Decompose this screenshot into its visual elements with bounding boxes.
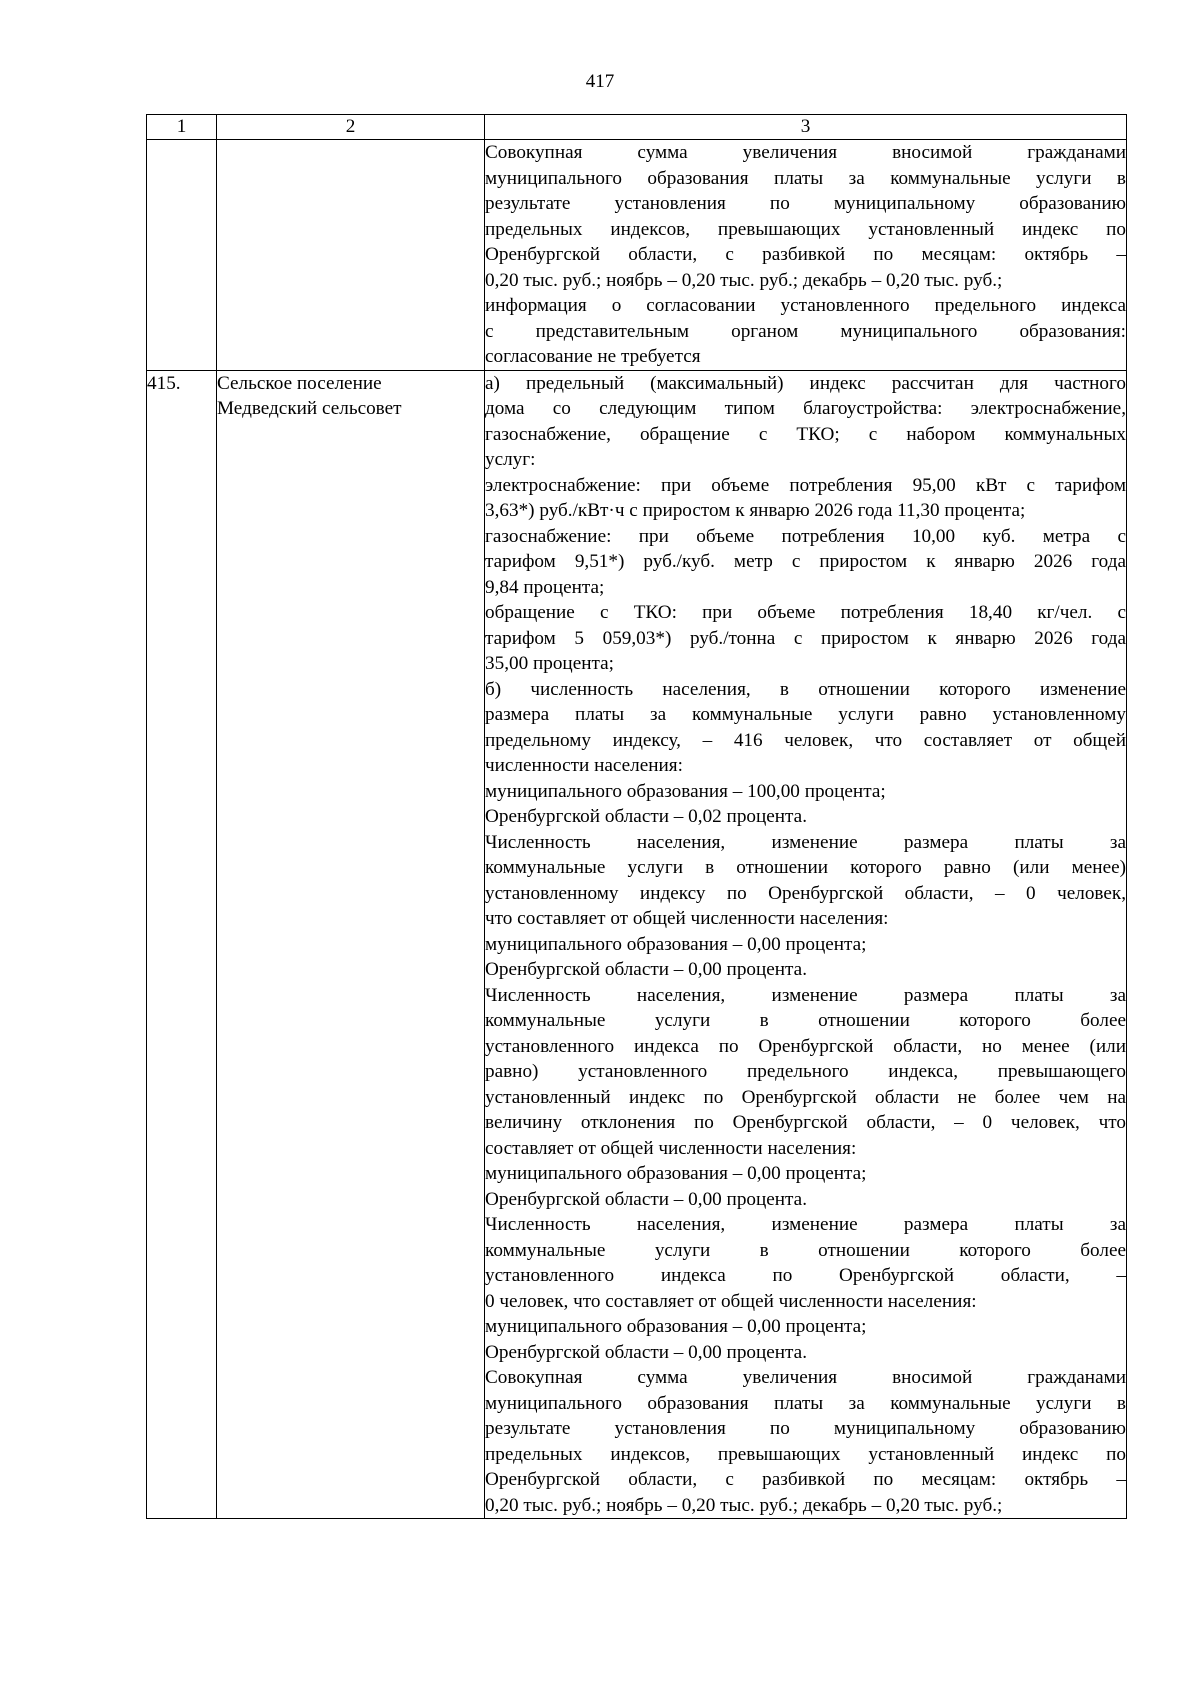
table-header-row (147, 115, 1127, 140)
text-line: коммунальные услуги в отношении которого более (485, 1239, 1126, 1261)
text-line: Численность населения, изменение размера платы за (485, 984, 1126, 1006)
text-line: Численность населения, изменение размера платы за (485, 831, 1126, 853)
text-line: установленному индексу по Оренбургской области, – 0 человек, (485, 882, 1126, 904)
text-line: услуг: (485, 449, 536, 470)
text-line: информация о согласовании установленного предельного индекса (485, 295, 1126, 316)
text-line: Оренбургской области – 0,00 процента. (485, 1341, 807, 1363)
text-line: 9,84 процента; (485, 576, 605, 598)
text-line: а) предельный (максимальный) индекс рассчитан для частного (485, 372, 1126, 394)
text-line: установленного индекса по Оренбургской области, но менее (или (485, 1035, 1126, 1057)
text-line: Совокупная сумма увеличения вносимой гражданами (485, 142, 1126, 163)
text-line: коммунальные услуги в отношении которого более (485, 1010, 1126, 1031)
text-line: 3,63*) руб./кВт·ч с приростом к январю 2026 года 11,30 процента; (485, 500, 1026, 521)
text-line: дома со следующим типом благоустройства: электроснабжение, (485, 398, 1126, 419)
text-line: муниципального образования – 100,00 процента; (485, 780, 886, 802)
text-line: коммунальные услуги в отношении которого равно (или менее) (485, 857, 1126, 878)
text-line: муниципального образования платы за коммунальные услуги в (485, 1392, 1126, 1414)
text-line: предельных индексов, превышающих установленный индекс по (485, 1443, 1126, 1465)
text-line: величину отклонения по Оренбургской области, – 0 человек, что (485, 1112, 1126, 1133)
text-line: 0,20 тыс. руб.; ноябрь – 0,20 тыс. руб.; декабрь – 0,20 тыс. руб.; (485, 269, 1003, 291)
content-cell-415 (485, 370, 1127, 1519)
municipality-name-line: Сельское поселение (217, 372, 382, 394)
text-line: муниципального образования – 0,00 процента; (485, 1316, 867, 1337)
text-line: что составляет от общей численности населения: (485, 908, 889, 929)
header-col-1: 1 (147, 115, 217, 140)
row-number-cell (147, 140, 217, 371)
row-number-cell: 415. (147, 370, 217, 1519)
table-row-415 (147, 370, 1127, 1519)
text-line: 0 человек, что составляет от общей численности населения: (485, 1290, 977, 1312)
content-lines (485, 140, 1126, 370)
content-cell-continuation (485, 140, 1127, 371)
text-line: газоснабжение, обращение с ТКО; с набором коммунальных (485, 423, 1126, 445)
text-line: газоснабжение: при объеме потребления 10,00 куб. метра с (485, 525, 1126, 547)
text-line: Совокупная сумма увеличения вносимой гражданами (485, 1367, 1126, 1388)
text-line: Оренбургской области – 0,02 процента. (485, 806, 807, 827)
page-number: 417 (585, 71, 615, 92)
text-line: предельных индексов, превышающих установленный индекс по (485, 218, 1126, 240)
text-line: муниципального образования – 0,00 процента; (485, 933, 867, 955)
text-line: Численность населения, изменение размера платы за (485, 1214, 1126, 1235)
header-col-2: 2 (217, 115, 485, 140)
text-line: тарифом 5 059,03*) руб./тонна с приростом к январю 2026 года (485, 627, 1126, 649)
text-line: тарифом 9,51*) руб./куб. метр с приростом к январю 2026 года (485, 551, 1126, 572)
text-line: б) численность населения, в отношении которого изменение (485, 678, 1126, 700)
text-line: равно) установленного предельного индекса, превышающего (485, 1061, 1126, 1082)
municipality-name-cell (217, 140, 485, 371)
text-line: Оренбургской области, с разбивкой по месяцам: октябрь – (485, 1469, 1126, 1490)
text-line: согласование не требуется (485, 346, 701, 367)
text-line: обращение с ТКО: при объеме потребления 18,40 кг/чел. с (485, 602, 1126, 623)
indices-table (146, 114, 1127, 1519)
municipality-name-cell (217, 370, 485, 1519)
text-line: 35,00 процента; (485, 653, 614, 674)
text-line: муниципального образования платы за коммунальные услуги в (485, 167, 1126, 189)
text-line: 0,20 тыс. руб.; ноябрь – 0,20 тыс. руб.; декабрь – 0,20 тыс. руб.; (485, 1494, 1003, 1516)
text-line: результате установления по муниципальному образованию (485, 1418, 1126, 1439)
text-line: результате установления по муниципальному образованию (485, 193, 1126, 214)
text-line: Оренбургской области, с разбивкой по месяцам: октябрь – (485, 244, 1126, 265)
text-line: с представительным органом муниципального образования: (485, 320, 1126, 342)
text-line: Оренбургской области – 0,00 процента. (485, 959, 807, 980)
text-line: численности населения: (485, 755, 683, 776)
header-col-3: 3 (485, 115, 1127, 140)
text-line: размера платы за коммунальные услуги равно установленному (485, 704, 1126, 725)
content-lines (485, 371, 1126, 1519)
text-line: предельному индексу, – 416 человек, что составляет от общей (485, 729, 1126, 751)
text-line: электроснабжение: при объеме потребления 95,00 кВт с тарифом (485, 474, 1126, 496)
text-line: муниципального образования – 0,00 процента; (485, 1163, 867, 1184)
table-row-continuation (147, 140, 1127, 371)
text-line: установленный индекс по Оренбургской области не более чем на (485, 1086, 1126, 1108)
text-line: составляет от общей численности населения: (485, 1137, 857, 1159)
text-line: установленного индекса по Оренбургской области, – (485, 1265, 1126, 1286)
text-line: Оренбургской области – 0,00 процента. (485, 1188, 807, 1210)
municipality-name-line: Медведский сельсовет (217, 398, 402, 419)
